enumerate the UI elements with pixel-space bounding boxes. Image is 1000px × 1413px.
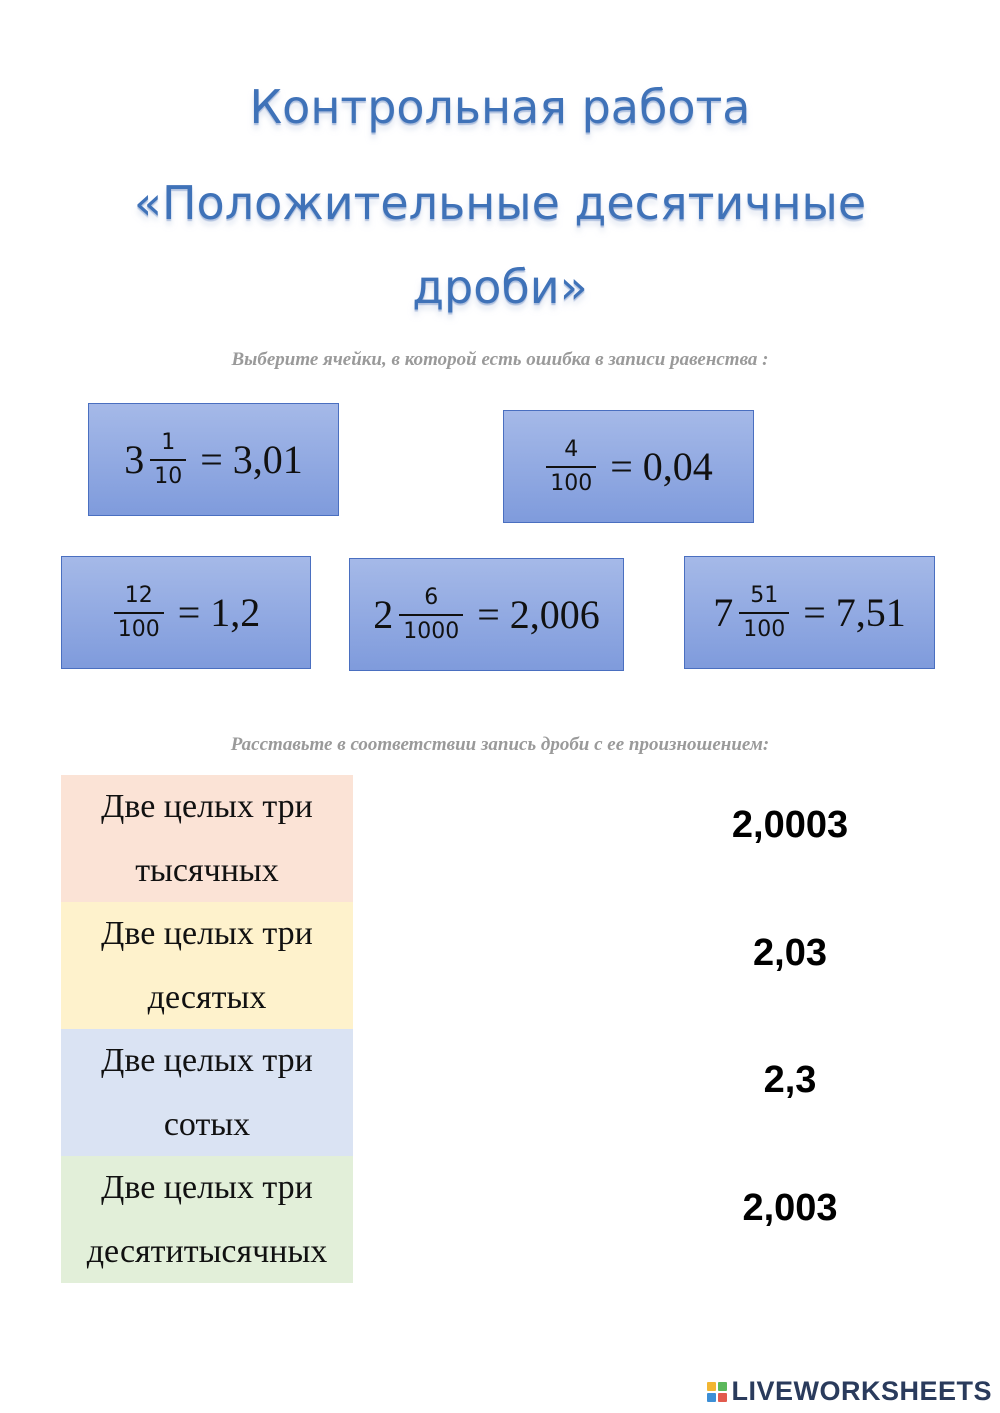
word-line-1: Две целых три bbox=[101, 787, 313, 825]
equation-cell-4[interactable] bbox=[349, 558, 624, 671]
word-line-1: Две целых три bbox=[101, 914, 313, 952]
word-line-2: десятитысячных bbox=[86, 1232, 328, 1270]
title-line-1: Контрольная работа bbox=[249, 80, 751, 134]
title-line-3: дроби» bbox=[412, 260, 588, 314]
word-card-thousandths[interactable] bbox=[61, 775, 353, 902]
fraction bbox=[546, 438, 596, 494]
denominator: 100 bbox=[739, 612, 789, 641]
word-line-1: Две целых три bbox=[101, 1041, 313, 1079]
whole-part: 3 bbox=[124, 437, 145, 482]
denominator: 100 bbox=[114, 612, 164, 641]
number-option-2[interactable]: 2,03 bbox=[753, 932, 827, 974]
numerator: 4 bbox=[564, 437, 579, 463]
fraction bbox=[739, 584, 789, 640]
equation-cell-2[interactable] bbox=[503, 410, 754, 523]
numerator: 12 bbox=[124, 583, 153, 609]
equation-cell-5[interactable] bbox=[684, 556, 935, 669]
denominator: 100 bbox=[546, 466, 596, 495]
liveworksheets-logo-icon bbox=[707, 1382, 727, 1402]
equation-cell-1[interactable] bbox=[88, 403, 339, 516]
instruction-match: Расставьте в соответствии запись дроби с ее произношением: bbox=[230, 734, 770, 755]
decimal-value: = 1,2 bbox=[177, 590, 261, 635]
decimal-value: = 7,51 bbox=[803, 590, 906, 635]
instruction-select-errors: Выберите ячейки, в которой есть ошибка в записи равенства : bbox=[231, 349, 769, 370]
number-option-3[interactable]: 2,3 bbox=[763, 1059, 817, 1101]
number-option-4[interactable]: 2,003 bbox=[742, 1187, 838, 1229]
whole-part: 2 bbox=[373, 592, 394, 637]
number-option-1[interactable]: 2,0003 bbox=[731, 804, 849, 846]
decimal-value: = 0,04 bbox=[610, 444, 713, 489]
numerator: 1 bbox=[161, 430, 176, 456]
equation-cell-3[interactable] bbox=[61, 556, 311, 669]
numerator: 51 bbox=[750, 583, 779, 609]
decimal-value: = 3,01 bbox=[200, 437, 303, 482]
title-line-2: «Положительные десятичные bbox=[133, 176, 867, 230]
decimal-value: = 2,006 bbox=[477, 592, 600, 637]
word-card-hundredths[interactable] bbox=[61, 1029, 353, 1156]
denominator: 10 bbox=[150, 459, 186, 488]
word-line-1: Две целых три bbox=[101, 1168, 313, 1206]
word-line-2: десятых bbox=[147, 978, 267, 1016]
word-card-tenths[interactable] bbox=[61, 902, 353, 1029]
denominator: 1000 bbox=[399, 614, 463, 643]
word-card-ten-thousandths[interactable] bbox=[61, 1156, 353, 1283]
fraction bbox=[150, 431, 186, 487]
word-line-2: тысячных bbox=[135, 851, 279, 889]
liveworksheets-brand bbox=[707, 1376, 992, 1407]
fraction bbox=[114, 584, 164, 640]
word-line-2: сотых bbox=[163, 1105, 251, 1143]
fraction bbox=[399, 586, 463, 642]
brand-text: LIVEWORKSHEETS bbox=[731, 1376, 992, 1406]
numerator: 6 bbox=[424, 585, 439, 611]
whole-part: 7 bbox=[713, 590, 734, 635]
